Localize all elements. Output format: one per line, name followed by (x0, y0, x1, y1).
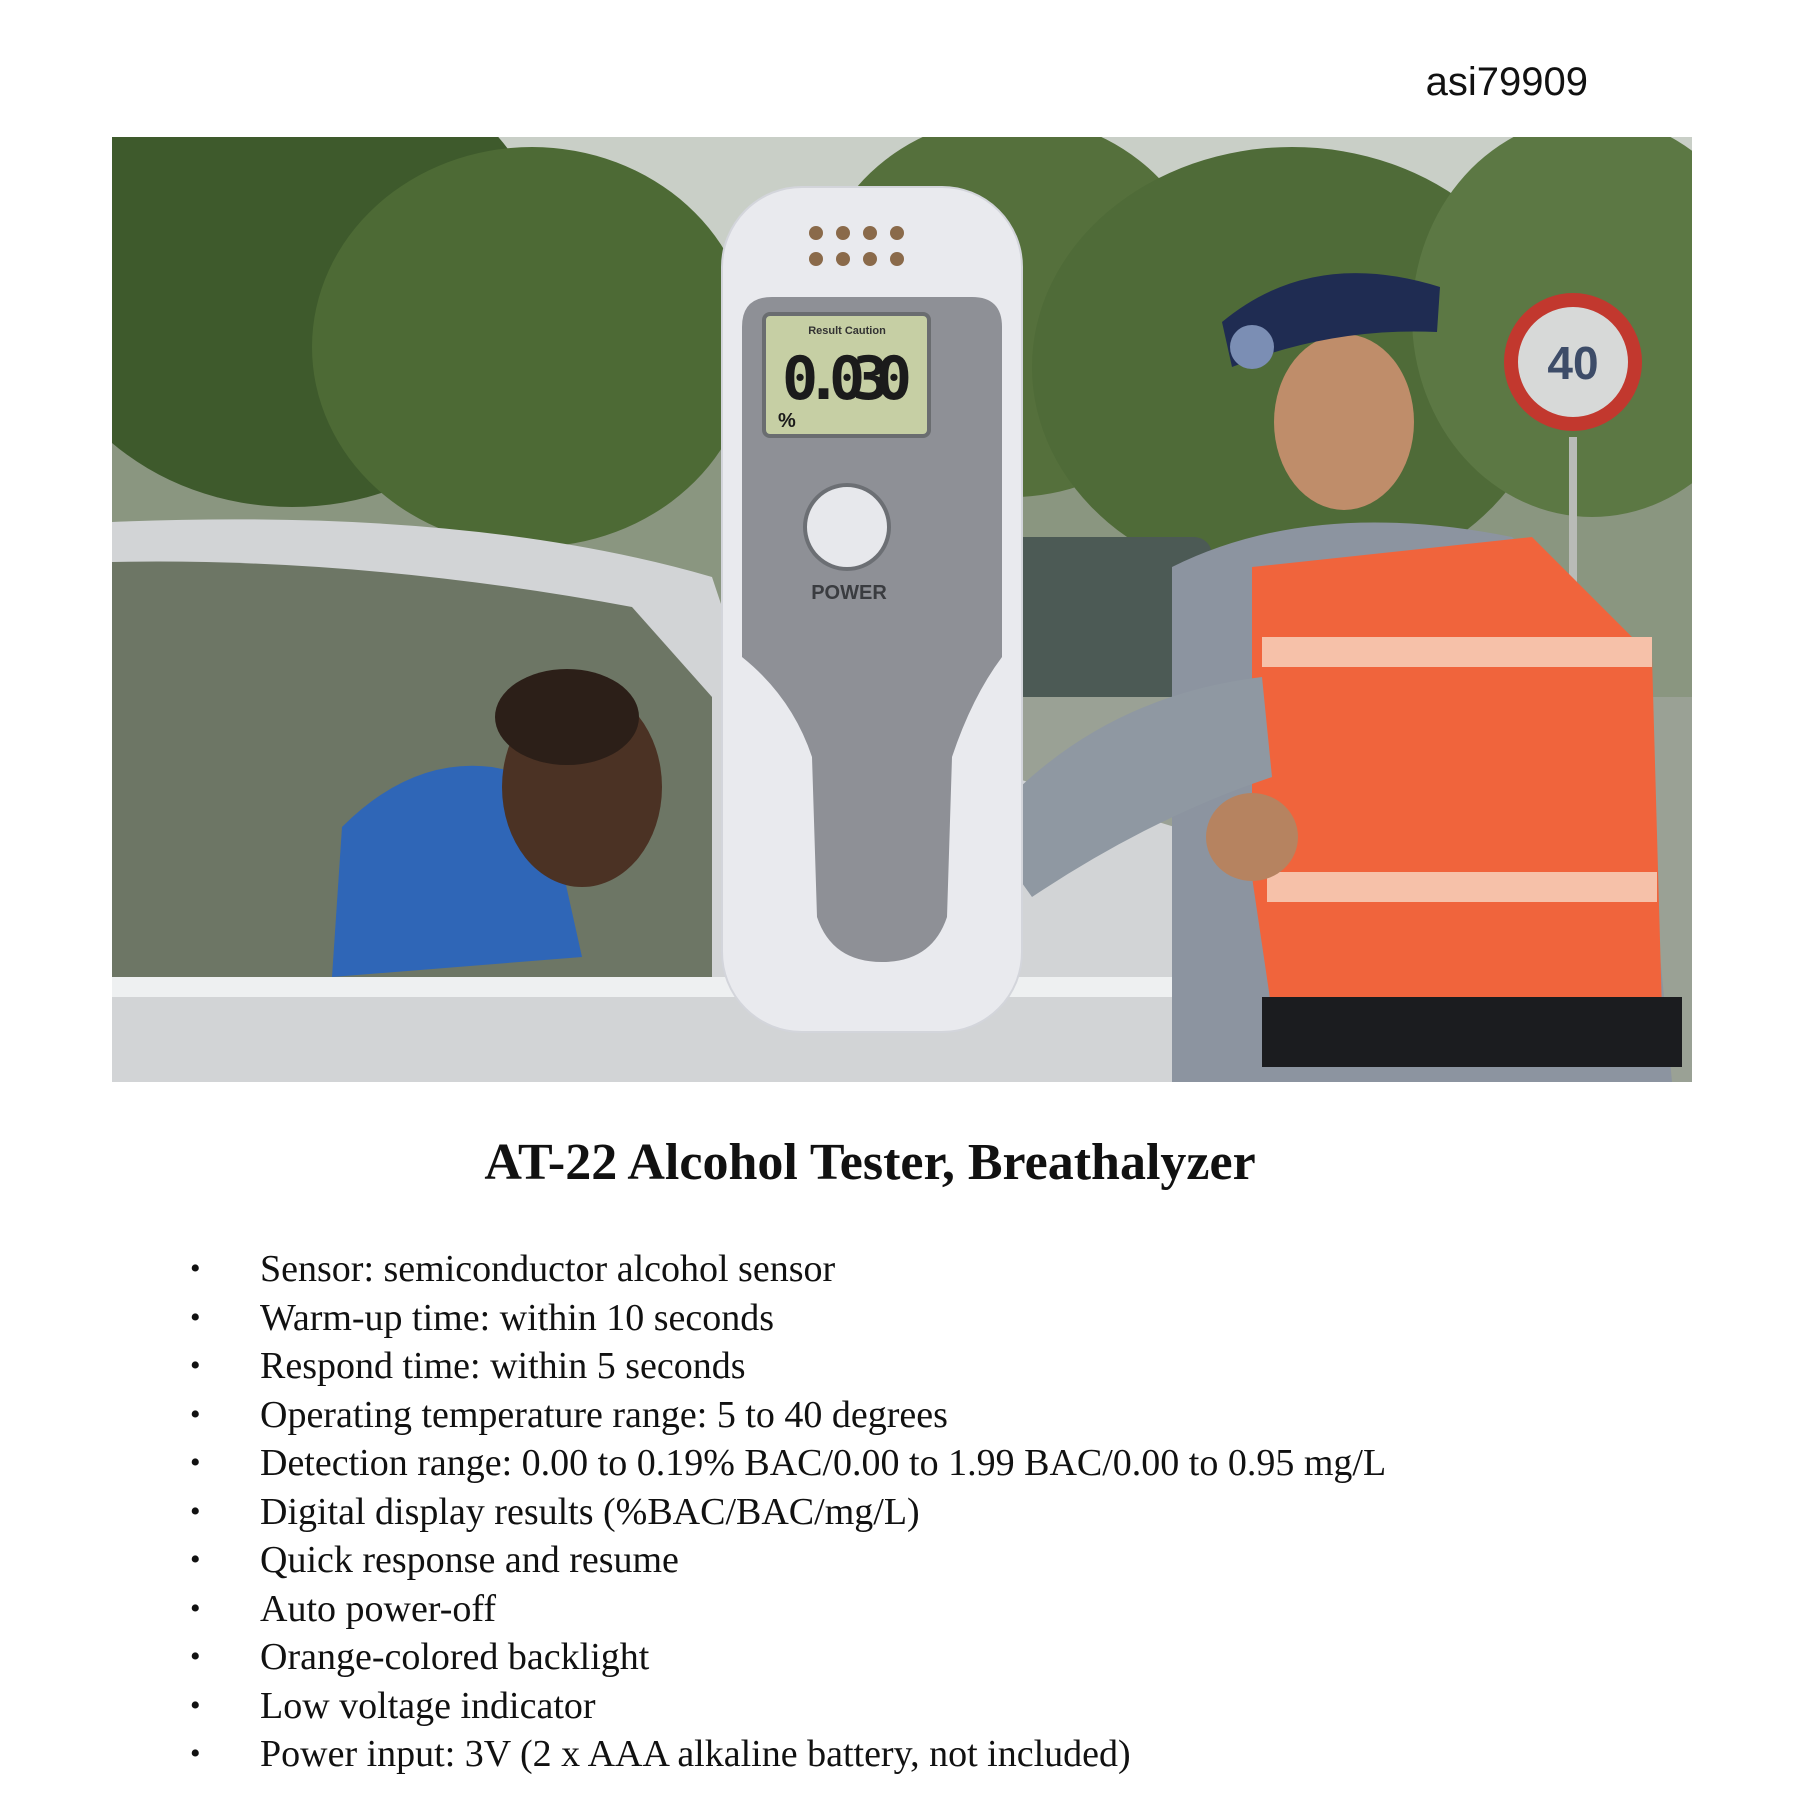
list-item (190, 1294, 1386, 1343)
product-code: asi79909 (1425, 60, 1588, 104)
list-item (190, 1585, 1386, 1634)
bullet-icon: • (190, 1446, 201, 1479)
bullet-icon: • (190, 1640, 201, 1673)
feature-text: Warm-up time: within 10 seconds (260, 1296, 775, 1339)
feature-list (190, 1245, 1386, 1779)
bullet-icon: • (190, 1300, 201, 1334)
list-item (190, 1536, 1386, 1585)
feature-text: Digital display results (%BAC/BAC/mg/L) (260, 1490, 920, 1533)
power-label: POWER (811, 582, 887, 604)
bullet-icon: • (190, 1494, 201, 1528)
list-item (190, 1439, 1386, 1488)
list-item (190, 1633, 1386, 1682)
road-sign-text: 40 (1547, 337, 1599, 389)
list-item (190, 1342, 1386, 1391)
feature-text: Sensor: semiconductor alcohol sensor (260, 1248, 836, 1290)
bullet-icon: • (190, 1252, 201, 1285)
lcd-reading: 0.030 (782, 344, 912, 414)
lcd-labels: Result Caution (808, 325, 886, 337)
bullet-icon: • (190, 1591, 201, 1625)
bullet-icon: • (190, 1397, 201, 1431)
feature-text: Quick response and resume (260, 1539, 679, 1581)
bullet-icon: • (190, 1349, 201, 1382)
list-item (190, 1730, 1386, 1779)
product-photo (112, 137, 1692, 1082)
bullet-icon: • (190, 1688, 201, 1722)
list-item (190, 1488, 1386, 1537)
bullet-icon: • (190, 1737, 201, 1770)
list-item (190, 1391, 1386, 1440)
breathalyzer-device (722, 187, 1022, 1032)
feature-text: Respond time: within 5 seconds (260, 1345, 746, 1387)
feature-text: Operating temperature range: 5 to 40 degrees (260, 1393, 948, 1436)
feature-text: Low voltage indicator (260, 1684, 596, 1727)
bullet-icon: • (190, 1543, 201, 1576)
feature-text: Detection range: 0.00 to 0.19% BAC/0.00 to 1.99 BAC/0.00 to 0.95 mg/L (260, 1442, 1387, 1484)
product-title: AT-22 Alcohol Tester, Breathalyzer (484, 1134, 1256, 1191)
lcd-unit: % (778, 410, 796, 432)
list-item (190, 1682, 1386, 1731)
feature-text: Orange-colored backlight (260, 1636, 650, 1678)
list-item (190, 1245, 1386, 1294)
feature-text: Power input: 3V (2 x AAA alkaline battery, not included) (260, 1733, 1131, 1775)
feature-text: Auto power-off (260, 1587, 496, 1630)
